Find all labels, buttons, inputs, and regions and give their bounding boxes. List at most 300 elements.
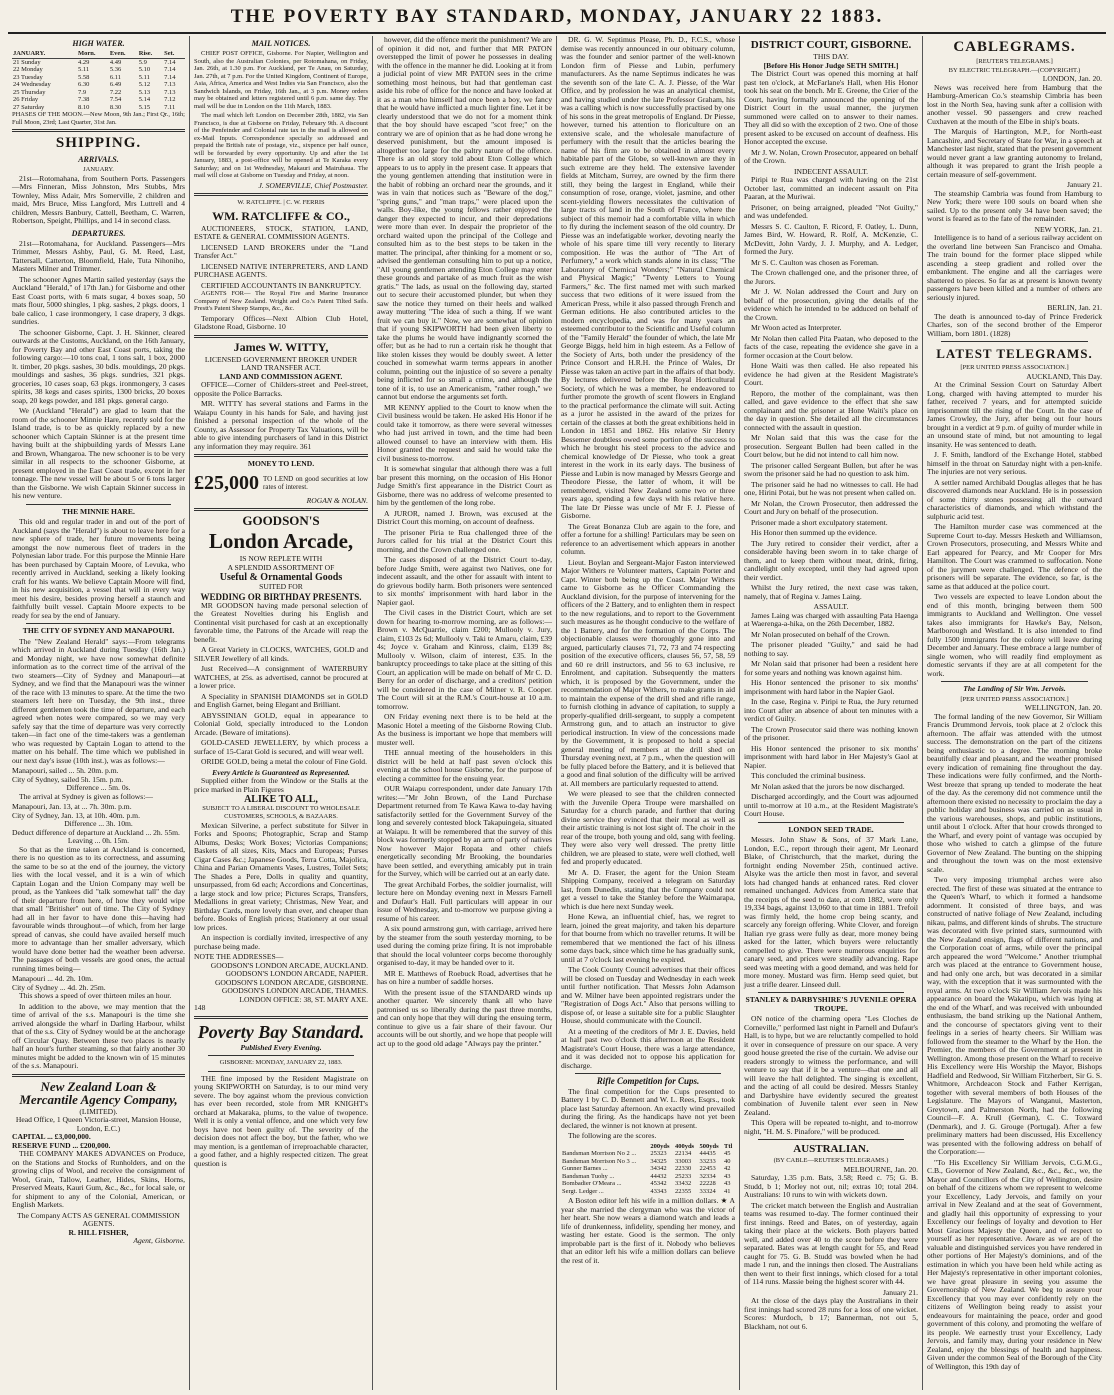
paragraph: A Boston editor left his wife in a million dollars. ★ A year she married the clergyman who was the victor of her heart. She now wears a diamond watch and leads a life of drunkenness, infidelity, spending her money, and wasting her estate. Good is the sermon. The only improbable part is the first of it. Nobody who believes that an editor left his wife a million dollars can believe the rest of it. <box>561 1196 735 1265</box>
ratcliffe-name: WM. RATCLIFFE & CO., <box>212 208 350 223</box>
cell: 5.58 <box>77 73 90 81</box>
table-row <box>561 1180 735 1188</box>
nzl-agent-place: Agent, Gisborne. <box>133 1236 185 1245</box>
shipping-heading: SHIPPING. <box>55 135 142 151</box>
court-text: His Honor sentenced the prisoner to six months' imprisonment with hard labor in the Napier Gaol. <box>744 678 918 696</box>
arcade-address: LONDON OFFICE: 38, ST. MARY AXE. <box>239 994 368 1004</box>
local-news: At a meeting of the creditors of Mr J. E. Davies, held at half past two o'clock this afternoon at the Resident Magistrate's Court House, there was a large attendance, and it was decided not to oppose his application for discharge. <box>561 1026 735 1070</box>
time-line: Difference ... 3h. 10m. <box>64 819 133 828</box>
cell: 22453 <box>699 1165 716 1172</box>
court-text: Prisoner, on being arraigned, pleaded "Not Guilty," and was undefended. <box>744 202 918 220</box>
table-row <box>12 74 185 82</box>
paragraph: The following are the scores. <box>568 1131 657 1140</box>
cell: 25323 <box>650 1150 667 1157</box>
arrivals-text: 21st—Rotomahana, from Southern Ports. Passengers—Mrs Finneran, Miss Johnston, Mrs Stubbs, Mrs Townley, Miss Adair, Mrs Somerville, 2 children and maid, Mrs Bruce, Miss Langford, Mrs Luttrell and 4 children, Messrs Banbury, Cattell, Beetham, C. Warren, Robertson, Speight, Phillips, and 14 in second class. <box>12 173 185 225</box>
cell: 7.9 <box>77 88 87 96</box>
cell: 33324 <box>699 1187 716 1195</box>
paragraph: This shows a speed of over thirteen miles an hour. <box>19 991 172 1000</box>
arcade-line: Useful & Ornamental Goods <box>219 572 343 583</box>
newspaper-title: THE POVERTY BAY STANDARD, MONDAY, JANUARY 22 1883. <box>230 6 884 27</box>
arcade-text: Mexican Silverine, a perfect substitute for Silver in Forks and Spoons; Photographic, Scrap and Stamp Albums, Desks; Work Boxes; Victorias Companions; Baskets of all sizes, Kits, Macs and Europeas; Purses Cigar Cases &c.; Japanese Goods, Terra Cotta, Majolica, China and Parian Ornaments Vases, Lustres, Toilet Sets; The Shades a Pere, Dolls in quality and quantity, unsurpassed, from 6d each; Accordions and Concertinas, a large stock and low price; Pictures Scraps, Transfers, Medallions in great variety; Christmas, New Year, and Birthday Cards, more lovely than ever, and cheaper than before. Books of English prices; Stationery at our usual low prices. <box>194 820 368 932</box>
paragraph: "To His Excellency Sir William Jervois, C.G.M.G., C.B., Governor of New Zealand, &c., &c., &c., we, the Mayor and Councillors of the City of Wellington, desire on behalf of the citizens whom we represent to welcome your Excellency, Lady Jervois, and family on your arrival in New Zealand and at the seat of Government, and gladly hail this opportunity of expressing to your Excellency our feelings of loyalty and devotion to Her Most Gracious Majesty the Queen, and of respect to yourself as her representative. Aware as we are of the valuable and distinguished services you have rendered in other portions of Her Majesty's dominions, and of the estimation in which you have been held while acting as Her Majesty's representative in other important colonies, we have great pleasure in seeing you assume the Governorship of New Zealand. We beg to assure your Excellency that you may ever confidently rely on the citizens of Wellington being ready to assist your endeavours for maintaining the peace, order and good government of this colony, and promoting the welfare of its people. We earnestly trust your Excellency, Lady Jervois, and family may, during your residence in New Zealand, enjoy the blessings of health and happiness. Given under the common Seal of the Borough of the City of Wellington, this 19th day of <box>927 1157 1102 1371</box>
cell: 4.29 <box>77 58 90 66</box>
nzl-head-office: Head Office, 1 Queen Victoria-street, Mansion House, London, E.C.) <box>15 1115 182 1133</box>
arcade-text: Just Received—A consignment of WATERBURY WATCHES, at 25s. as advertised, cannot be procured at a lower price. <box>194 664 368 690</box>
tide-col-rise: Rise. <box>138 50 163 58</box>
cell: 6.49 <box>109 81 122 88</box>
court-text: Mr Nolan asked that the jurors be now discharged. <box>751 781 905 791</box>
arcade-line: IS NOW REPLETE WITH <box>239 554 323 563</box>
divider <box>194 335 368 338</box>
cell: 6.11 <box>109 73 121 81</box>
cell: 44432 <box>650 1172 667 1180</box>
court-text: Messrs S. C. Caulton, F. Ricord, F. Oatley, L. Dunn, James Bird, W. Howard, R. Rolf, A. McKenzie, C. McDevitt, John Vardy, J. J. Murphy, and A. Ledger, formed the Jury. <box>744 221 918 256</box>
witty-line: LICENSED GOVERNMENT BROKER UNDER LAND TRANSFER ACT. <box>204 354 358 372</box>
arcade-line: A SPLENDID ASSORTMENT OF <box>227 562 335 572</box>
edition-date: GISBORNE: MONDAY, JANUARY 22, 1883. <box>219 1059 343 1066</box>
cell: 8.10 <box>77 103 90 111</box>
cell: 5.10 <box>138 66 151 73</box>
cell: 33233 <box>699 1157 716 1165</box>
arcade-text: SUBJECT TO A LIBERAL DISCOUNT TO WHOLESALE CUSTOMERS, SCHOOLS, & BAZAARS. <box>202 804 360 820</box>
court-heading: DISTRICT COURT, GISBORNE. <box>750 39 912 51</box>
paragraph: We (Auckland "Herald") are glad to learn that the room of the schooner Minnie Hare, recently sold for the Island trade, is to be as quickly replaced by a new schooner which Captain Skinner is at the present time having built at the shipbuilding yards of Messrs Lane and Brown, Whangaroa. The new schooner is to be very similar in all respects to the schooner Gisborne, at present employed in the East Coast trade, except in her tonnage. The new vessel will be about 5 or 6 tons larger than the Gisborne. We wish Captain Skinner success in his new venture. <box>12 406 185 500</box>
article-subheading: BY ELECTRIC TELEGRAPH.—(COPYRIGHT.) <box>948 66 1081 74</box>
court-text: Prisoner made a short exculpatory statement. <box>751 517 888 527</box>
cell <box>561 1143 649 1151</box>
cell: 5.14 <box>138 96 151 103</box>
paragraph: The Hamilton murder case was commenced at the Supreme Court to-day. Messrs Hesketh and Williamson, Crown Prosecutors, prosecuting, and Messrs White and Earl appeared for Pearcy, and Mr Cooper for Mrs Hamilton. The Court was crammed to suffocation. None of the jurymen were challenged. The defence of the prisoners will be separate. The evidence, so far, is the same as that adduced at the police court. <box>927 522 1102 591</box>
court-text: The prisoner pleaded "Guilty," and said he had nothing to say. <box>744 640 918 658</box>
local-news: DR. G. W. Septimus Please, Ph. D., F.C.S., whose demise was recently announced in our obituary column, was the founder and senior partner of the well-known London firm of Piesse and Lubin, perfumery manufacturers. As the name Septimus indicates he was the seventh son of the late C. A. J. Piesse, of the War Office, and by profession he was an analytical chemist, and having studied under the late Professor Graham, his was a calling which is now successfully practised by one of his sons in the great metropolis of England. Dr Piesse, however, turned his attention to floriculture on an extensive scale, and the wholesale manufacture of perfumery with the result that the articles bearing the name of his firm are to be obtained in almost every habitable part of the Globe, so well-known are they in such extreme are they held. The extensive lavender fields at Mitcham, Surrey, are owned by the firm there still, they being the largest in England, while their consumption of rose, orange, violet, jasmine, and other scent-yielding flowers necessitates the cultivation of large tracts of land in the South of France, where the subject of this memoir had a comfortable villa in which to fly during the inclement season of the old country. Dr Piesse was an indefatigable worker, devoting nearly the whole of his spare time till very recently to literary composition. He was the author of "The Art of Perfumery," a work which stands alone in its class; "The Laboratory of Chemical Wonders;" "Natural Chemical and Physical Magic;" "Twenty Letters to Young Farmers," &c. The first named met with such marked success that two editions of it were issued from the American Press, while it also passed through French and German editions. He also contributed articles to the modern encyclopedia, and was for many years an esteemed contributor to the Scientific and Useful column of the "Family Herald" the founder of which, the late Mr George Biggs, held him in high esteem. As a Fellow of the Society of Arts, both under the presidency of the Prince Consort and H.R.H. the Prince of Wales, Dr Piesse was taken an active part in the affairs of that body. By lectures delivered before the Royal Horticultural Society, of which he was a member, he endeavored to further promote the growth of scent flowers in England to the practical performance the climate will suit. Acting as a juror he assisted in the award of the prizes for certain of the classes at both the great exhibitions held in London in 1851 and 1862. His relative Sir Henry Bessemer doubtless owed some portion of the success to which he brought his steel process to the advice and chemical knowledge of Dr Piesse, who took a great interest in the work in its early days. The business of Piesse and Lubin is now managed by Messrs George and Theodore Piesse, the latter of whom, it will be remembered, visited New Zealand some two or three years ago, spending a few days with his relative here. The late Dr Piesse was uncle of Mr F. J. Piesse of Gisborne. <box>561 36 735 520</box>
court-subheading: THIS DAY. <box>813 52 849 61</box>
money-heading: MONEY TO LEND. <box>247 459 315 468</box>
dateline: MELBOURNE, Jan. 20. <box>843 1164 918 1174</box>
cell: 22228 <box>699 1180 716 1187</box>
court-text: This concluded the criminal business. <box>751 771 866 780</box>
cell: 200yds <box>650 1142 670 1150</box>
local-news: A six pound armstrong gun, with carriage, arrived here by the steamer from the south yesterday morning, to be used during the coming prize firing. It is not improbable that should the local volunteer corps become thoroughly organised to-day, it may be handed over to it. <box>377 924 552 967</box>
cell: 34325 <box>650 1157 667 1165</box>
london-arcade-title: London Arcade, <box>208 529 354 553</box>
divider <box>758 992 904 993</box>
table-row <box>561 1188 735 1196</box>
local-news: OUR Waiapu correspondent, under date January 17th writes:—"Mr John Brown, of the Land Purchase Department returned from Te Kawa Kawa to-day having satisfactorily settled for the Government Survey of the long and severely contested block Takapuingeia, situated at Waiapu. It will be remembered that the survey of this block was formerly stopped by an arm of party of natives Now however Major Ropata and other chiefs energetically seconding Mr Brooking, the boundaries have been settled, and everything amicably put in train for the Survey, which will be carried out at an early date. <box>377 784 552 878</box>
paragraph: The schooner Agnes Martin sailed yesterday (says the Auckland "Herald," of 17th Jan.) for Gisborne and other East Coast ports, with 6 mats sugar, 4 boxes soap, 50 mats flour, 5000 shingles, 1 pkg. sashes, 2 pkgs. doors, 1 bale calico, 1 case ironmongery, 1 case drapery, 3 dkgs. sundries. <box>12 274 185 326</box>
departures-heading: DEPARTURES. <box>71 228 126 238</box>
nzl-company-name: New Zealand Loan & Mercantile Agency Company, <box>19 1078 178 1107</box>
cell: 7.13 <box>164 88 176 96</box>
paragraph: J. F. Smith, landlord of the Exchange Hotel, stabbed himself in the throat on Saturday night with a pen-knife. The injuries are not very serious. <box>927 450 1102 476</box>
money-firm: ROGAN & NOLAN. <box>306 495 368 505</box>
article-heading: The Landing of Sir Wm. Jervois. <box>963 684 1066 693</box>
court-text: Mr Nolan then called Pita Paatan, who deposed to the facts of the case, repeating the evidence she gave in a former occasion at the Court below. <box>744 333 918 360</box>
cell: 21 Sunday <box>13 58 41 66</box>
cell: 40 <box>724 1157 731 1165</box>
editorial-text: however, did the offence merit the punishment? We are of opinion it did not, and further that MR PATON overstepped the limit of power he possesses in dealing with the offence in the manner he did. Looking at it from a judicial point of view MR PATON sees in the crime something most heinous, but had that gentleman cast aside his robe of office for the nonce and have looked at it as a man who himself had once been a boy, we fancy that he would have inflicted a much lighter fine. Let it be clearly understood that we do not for a moment think that the boy should have escaped "scot free;" on the contrary we are of opinion that as he had done wrong he deserved punishment, but the amount imposed is altogether too large for the paltry nature of the offence. There is an old story told about Eton College which appears to us to apply in the present case. It appears that the young gentlemen attending that institution were in the habit of robbing an orchard near the grounds, and it was in vain that notices such as "Beware of the dog," "spring guns," and "man traps," were placed upon the walls. Boy-like, the young fellows rather enjoyed the danger they expected to incur, and their depredations were more than ever. In despair the proprietor of the orchard waited upon the principal of the College and consulted him as to the best steps to be taken in the matter. The principal, after thinking for a moment or so, advised the gentleman consulting him to put up a notice, "All young gentlemen attending Eton College may enter these grounds and partake of as much fruit as the wish gratis." The lads, as usual on the following day, started out to secure their accustomed plunder, but when they saw the notice they turned on their heels and walked away muttering "The idea of such a thing. If we want fruit we can buy it." Now, we are somewhat of opinion that if young SKIPWORTH had been given liberty to take the plums he would have indignantly scorned the offer; but as he had to run a certain risk he thought that like stolen kisses they would be doubly sweet. A letter couched in somewhat warm terms appears in another column, pointing out the injustice of so severe a penalty being inflicted for so small a crime, and although the tone of it is, to use an Americanism, "rather rough," we cannot but endorse the arguments set forth. <box>377 36 552 401</box>
court-text: The Crown challenged one, and the prisoner three, of the Jurors. <box>744 268 918 286</box>
time-line: City of Sydney, Jan. 13, at 10h. 40m. p.m. <box>12 810 140 820</box>
table-row <box>561 1158 735 1166</box>
cell: 45342 <box>650 1180 667 1187</box>
cell: Gunner Barnes ... <box>562 1165 608 1172</box>
divider <box>26 623 171 624</box>
table-row <box>561 1173 735 1181</box>
cell: 500yds <box>699 1142 719 1150</box>
court-text: Mr Nolan said that prisoner had been a resident here for some years and nothing was known against him. <box>744 659 918 677</box>
paragraph: Two vessels are expected to leave London about the end of this month, bringing between them 500 immigrants to Auckland and Wellington. One vessel takes also immigrants for Hawke's Bay, Nelson, Marlborough and Westland. It is also intended to find fully 1500 immigrants for the colony will leave during December and January. These embrace a large number of single women, who will readily find employment as domestic servants if they are at all competent for the work. <box>927 592 1102 678</box>
court-text: Mr S. C. Caulton was chosen as Foreman. <box>751 257 879 267</box>
court-text: His Honor sentenced the prisoner to six months' imprisonment with hard labor in Her Majesty's Gaol at Napier. <box>744 743 918 770</box>
cell: 7.14 <box>164 73 176 81</box>
local-news: With the present issue of the STANDARD winds up another quarter. We sincerely thank all who have patronised us so liberally during the past three months, and can only hope that they will during the ensuing term, continue to give us a fair share of their favour. Our accounts will be out shortly, and we hope that people will act up to the good old adage "Always pay the printer." <box>377 987 552 1048</box>
divider <box>575 1073 721 1074</box>
cell: Bombadier O'Meara ... <box>562 1180 622 1187</box>
ratcliffe-line: Temporary Offices—Next Albion Club Hotel, Gladstone Road, Gisborne. 10 <box>194 313 368 331</box>
cell: 7.12 <box>164 96 176 103</box>
table-row <box>561 1165 735 1173</box>
published-line: Published Every Evening. <box>240 1042 322 1052</box>
masthead <box>8 4 1106 34</box>
cell: 7.11 <box>164 103 176 111</box>
article-heading: AUSTRALIAN. <box>793 1143 869 1155</box>
divider <box>208 1055 354 1056</box>
cell: 22 Monday <box>13 66 43 73</box>
departures-text: 21st—Rotomahana, for Auckland. Passengers—Mrs Trimmer, Messrs Ashby, Paul, G. M. Reed, Last, Tattersall, Catterton, Bloomfield, Hale, Tuta Nihoniho, Masters Milner and Trimmer. <box>12 238 185 273</box>
cell: 5.36 <box>109 66 122 73</box>
arcade-text: MR GOODSON having made personal selection of the Greatest Novelties during his English and Continental visit purchased for cash at an exceptionally favorable time, the Patrons of the Arcade will reap the benefit. <box>194 600 368 644</box>
paragraph: Two very imposing triumphal arches were also erected. The first of these was situated at the entrance to the Queen's Wharf, to which it formed a handsome adornment. It consisted of three bays, and was constructed of native foliage of New Zealand, including nikau, palms, and different kinds of shrubs. The structure was decorated with five printed stars, surmounted with the New Zealand ensign, flags of different nations, and the Corporation coat of arms, while over the principal arch appeared the word "Welcome." Another triumphal arch was placed at the entrance to Government house, and had only one arch, but was decorated in a similar way, with the exception that it was surmounted with the royal arms. At two o'clock Sir William Jervois made his appearance on board the Wakatipu, which was lying at the end of the Wharf, and was received with unbounded enthusiasm, the band striking up the National Anthem, and the concourse of spectators giving vent to their feelings in a series of hearty cheers. Sir William was followed from the steamer to the Wharf by the Hon. the Premier, the members of the Government at present in Wellington. Among those present on the Wharf to receive His Excellency were His Worship the Mayor, Bishops Hadfield and Redwood, Sir William Fitzherbert, Sir G. S. Whitmore, Archdeacon Stock and Father Kerrigan, together with several members of both Houses of the Legislature. The Mayors of Wanganui, Masterton, Greytown, and Palmerston North, had the following Council—F. A. Krull (German), C. C. Toxward (Denmark), and J. G. Grouge (Portugal). After a few preliminary matters had been discussed, His Excellency was presented with the following address on behalf of the Corporation:— <box>927 875 1102 1156</box>
court-text: The prisoner said he had no witnesses to call. He had one, Hirini Potai, but he was not present when called on. <box>744 479 918 497</box>
article-subheading: [REUTER'S TELEGRAMS.] <box>976 58 1053 65</box>
cell: 22330 <box>674 1165 692 1172</box>
paragraph: Saturday, 1.35 p.m. Bats, 3.58; Reed c. 75; G. B. Studd, b 1; Morley not out, nil; extras 10; total 204. Australians: 10 runs to win with wickets down. <box>744 1173 918 1199</box>
cell: 33432 <box>674 1180 692 1187</box>
nzl-reserve: RESERVE FUND ... £200,000. <box>12 1140 111 1150</box>
divider <box>194 193 368 196</box>
arcade-address: GOODSON'S LONDON ARCADE, GISBORNE. <box>214 977 368 987</box>
article-heading: Rifle Competition for Cups. <box>596 1076 700 1086</box>
local-news: It is somewhat singular that although there was a full bar present this morning, on the occasion of His Honor Judge Smith's first appearance in the District Court as Gisborne, there was no address of welcome presented to him by the gentlemen of the long robe. <box>377 464 552 507</box>
cell: 22355 <box>674 1187 692 1195</box>
cell: 43 <box>724 1172 731 1180</box>
nzl-agents: The Company ACTS AS GENERAL COMMISSION AGENTS. <box>17 1210 180 1228</box>
article-heading: STANLEY & DARBYSHIRE'S JUVENILE OPERA TROUPE. <box>745 995 917 1013</box>
divider <box>12 1074 185 1077</box>
ad-number: 148 <box>194 1003 206 1012</box>
ratcliffe-line: AGENTS FOR— The Royal Fire and Marine Insurance Company of New Zealand. Wright and Co.'s Patent Tilted Sails. Prestt's Patent Sheep Stamps, &c., &c. <box>194 290 368 312</box>
money-row <box>194 469 368 497</box>
cell: 7.13 <box>164 81 176 88</box>
cell: 5.13 <box>138 88 151 96</box>
tide-col-even: Even. <box>109 50 138 58</box>
cell: 24 Wednesday <box>13 81 51 88</box>
paragraph: The "New Zealand Herald" says:—From telegrams which arrived in Auckland during Tuesday (16th Jan.) and Monday night, we have now somewhat definite information as to the correct time of the arrival of the two steamers—City of Sydney and Manapouri—at Sydney, and we find that the Manapouri was the winner of the race with 13 minutes to spare. At the time the two steamers left here on Tuesday, the 9th inst., three different gentlemen took the time of departure, and each agreed when notes were compared, so we may very safely say that the time of departure was very correctly taken—in fact one of the time-takers was a gentleman who was requested by Captain Logan to attend to the matter on his behalf. The time which we published in our next day's issue (10th inst.), was as follows:— <box>12 636 185 765</box>
local-news: The Civil cases in the District Court, which are set down for hearing to-morrow morning, are as follows:—Brown v. McQuarrie, claim £200; Mullooly v. Jury, claim, £103 2s 6d; Mullooly v. Taki te Amaru, claim, £39 4s; Joyce v. Graham and Kinross, claim, £139 8s; Mullooly v. Wilson, claim of interest, £35. In the bankruptcy proceedings to take place at the sitting of this Court, an application will be made on behalf of Mr C. D. Berry for an order of discharge, and a creditors' petition will be considered in the case of Milner v. R. Cooper. The Court will sit at the R.M.'s Court-house at 10 a.m. tomorrow. <box>377 608 552 711</box>
nzl-limited: (LIMITED). <box>79 1106 118 1116</box>
court-text: Mr J. W. Nolan, Crown Prosecutor, appeared on behalf of the Crown. <box>744 147 918 165</box>
divider <box>194 454 368 457</box>
cell: 5.15 <box>138 103 151 111</box>
cablegrams-heading: CABLEGRAMS. <box>953 39 1076 55</box>
cell: 7.22 <box>109 88 122 96</box>
court-text: Mr Nolan said that this was the case for the prosecution. Sergeant Bullen had been called in the Court below, but he did not intend to call him now. <box>744 433 918 459</box>
ratcliffe-line: LICENSED LAND BROKERS under the "Land Transfer Act." <box>194 242 368 260</box>
column-1 <box>8 36 190 1390</box>
case-heading: INDECENT ASSAULT. <box>793 166 869 176</box>
cell: 43 <box>724 1180 731 1187</box>
mail-signature: J. SOMERVILLE, Chief Postmaster. <box>258 180 368 190</box>
divider <box>941 681 1088 682</box>
court-text: In the case, Regina v. Piripi te Rua, the Jury returned into Court after an absence of about ten minutes with a verdict of Guilty. <box>744 697 918 723</box>
money-terms: TO LEND on good securities at low rates of interest. <box>263 474 368 491</box>
cell: Bandsman Tuohy ... <box>562 1172 615 1180</box>
tide-table <box>12 50 185 111</box>
table-row <box>12 96 185 104</box>
article-heading: LONDON SEED TRADE. <box>788 824 874 834</box>
local-news: The Great Bonanza Club are again to the fore, and offer a fortune for a shilling! Particulars may be seen on reference to an advertisement which appears in another column. <box>561 521 735 556</box>
cell: 8.30 <box>109 103 122 111</box>
cell: 25 Thursday <box>13 88 46 96</box>
dateline: January 21. <box>882 1287 918 1297</box>
column-5 <box>740 36 923 1390</box>
cell: 32334 <box>699 1172 716 1180</box>
arcade-text: NOTE THE ADDRESSES— <box>194 952 284 961</box>
court-text: Reporo, the mother of the complainant, was then called, and gave evidence to the effect that she saw complainant and the prisoner at Hone Waiti's place on the day in question. She detailed all the circumstances connected with the assault in question. <box>744 388 918 432</box>
arcade-text: ORIDE GOLD, being a metal the colour of Fine Gold. <box>201 757 367 766</box>
cell: 26 Friday <box>13 96 39 103</box>
arcade-address: GOODSON'S LONDON ARCADE, AUCKLAND. <box>210 960 368 970</box>
mail-heading: MAIL NOTICES. <box>251 39 311 48</box>
court-text: The Crown Prosecutor said there was nothing known of the prisoner. <box>744 724 918 742</box>
tide-col-morn: Morn. <box>77 50 109 58</box>
paper-nameplate: Poverty Bay Standard. <box>197 1021 365 1042</box>
arrivals-month: JANUARY. <box>83 166 114 173</box>
paragraph: This old and regular trader in and out of the port of Auckland (says the "Herald") is about to leave here for a new sphere of trade, her future movements being amongst the now numerous fleet of traders in the Polynesian labor trade. For this purpose the Minnie Hare has been purchased by Captain Moore, of Levuka, who recently arrived in Auckland, seeking a likely looking craft for his wants. We believe Captain Moore will find, in his new acquisition, a vessel that will in every way meet his desire, besides proving herself a staunch and faithfully built vessel. Captain Moore expects to be ready for sea by the end of January. <box>12 517 185 620</box>
paragraph: The cricket match between the English and Australian teams was resumed to-day. The former continued their first innings. Reed and Bates, on of yesterday, again taking their place at the wickets. Both players batted well, and added over 40 to the score before they were separated. Bates was at length caught for 55, and Read caught for 75. G. B. Studd was bowled when he had made 1 run, and the innings then closed. The Australians then went to their first innings, which closed for a total of 114 runs. Massie being the highest scorer with 44. <box>744 1200 918 1286</box>
column-6 <box>923 36 1106 1390</box>
cell: 5.11 <box>77 66 90 73</box>
latest-heading: LATEST TELEGRAMS. <box>936 346 1093 361</box>
witty-line: MR. WITTY has several stations and Farms in the Waiapu County in his hands for Sale, and having just finished a personal inspection of the whole of the County, as Assessor for Property Tax Valuations, will be able to give intending purchasers of land in this District any information they may require. 361 <box>194 399 368 451</box>
columns <box>8 36 1106 1390</box>
paragraph: In addition to the above, we may mention that the time of arrival of the s.s. Manapouri is the time she arrived alongside the wharf in Darling Harbour, whilst that of the s.s. City of Sydney would be at the anchorage off Circular Quay. Between these two places is nearly half an hour's further steaming, so that fairly another 30 minutes might be added to the known win of 15 minutes of the s.s. Manapouri. <box>12 1001 185 1070</box>
cell: 5.9 <box>138 58 147 66</box>
court-text: Mr J. W. Nolan addressed the Court and Jury on behalf of the prosecution, giving the details of the evidence which he intended to be adduced on behalf of the Crown. <box>744 287 918 322</box>
paragraph: This Opera will be repeated to-night, and to-morrow night, "H. M. S. Pinafore," will be produced. <box>744 1118 918 1136</box>
mail-text-2: The mail which left London on December 28th, 1882, via San Francisco, is due at Gisborne on Friday, February 9th. A discount of the Penfeinder and Colonial rate tax in the mail is allowed on ex-Mail Inputs. Correspondence specially so addressed and prepaid the British rate of postage, viz., sixpence per half ounce, will be forwarded by every opportunity. Up and after the 1st January, 1883, a post-office will be opened at Te Karaka every Saturday; and on 1st Wednesday, Makauri and Mairuhaua. The mail will close at Gisborne on Tuesday and Friday, at noon. <box>194 112 368 179</box>
cell: 41 <box>724 1187 731 1195</box>
money-amount: £25,000 <box>194 471 259 494</box>
time-line: Leaving ... 0h. 15m. <box>67 836 130 845</box>
goodson-name: GOODSON'S <box>242 513 320 528</box>
court-text: His Honor then summed up the evidence. <box>751 528 877 537</box>
cell: Ttl <box>724 1142 733 1150</box>
dateline: WELLINGTON, Jan. 20. <box>1024 703 1102 712</box>
tide-heading: HIGH WATER. <box>72 39 125 48</box>
local-news: Lieut. Boylan and Sergeant-Major Faston interviewed Major Withers re Volunteer matters, Captain Porter and Capt. Winter both being up the Coast. Major Withers came to Gisborne as he Officer Commanding the Auckland division, for the purpose of intervening for the officers of the 2 Battery, and to enlighten them in respect to the new regulations, and to report to the Government such measures as he thought conducive to the welfare of the 1 Battery, and for the formation of the Corps. The objectionable clauses were thoroughly gone into and argued, particularly clauses 71, 72, 73 and 74 respecting position of the executive officers, clauses 56, 57, 58, 59 and 60 re drill instructors, and 56 to 63 inclusive, re Enrolment, and capitation. Subsequently the matters which, it is proposed by the Government, under the recommendation of Major Withers, to make grants in aid to maintain the expense of the drill shed and rifle range, to furnish clothing in advance of capitation, to supply a properly-qualified drill-sergeant, to supply a competent Armstrong gun, and to attach an instructor to give periodical instruction. In view of the concessions made by the Government, it is proposed to hold a special general meeting of members at the drill shed on Thursday evening next, at 7 p.m., when the question will be fully placed before the Battery, and it is believed that a good and final solution of the difficulty will be arrived at. All members are particularly requested to attend. <box>561 557 735 788</box>
arcade-line: SUITED FOR <box>259 582 303 591</box>
court-text: The prisoner called Sergeant Bullen, but after he was sworn the prisoner said he had no question to ask him. <box>744 460 918 478</box>
court-text: Mr Nolan, the Crown Prosecutor, then addressed the Court and Jury on behalf of the prosecution. <box>744 498 918 516</box>
cell: 6.30 <box>77 81 90 88</box>
arcade-address: GOODSON'S LONDON ARCADE, THAMES. <box>221 986 368 995</box>
cell: 25233 <box>674 1172 692 1180</box>
cell: 7.54 <box>109 96 122 103</box>
paragraph: THE COMPANY MAKES ADVANCES on Produce, on the Stations and Stocks of Runholders, and on the growing clips of Wool, and receive the consignment of Wool, Grain, Tallow, Leather, Hides, Skins, Horns, Preserved Meats, Kauri Gum, &c., &c., for local sale, or for shipment to any of the Colonial, American, or English Markets. <box>12 1149 185 1209</box>
article-heading: THE CITY OF SYDNEY AND MANAPOURI. <box>22 626 175 635</box>
cell: Bandsman Morrison No 3 ... <box>562 1157 637 1165</box>
cell: 7.14 <box>164 58 176 66</box>
local-news: The great Archibald Forbes, the soldier journalist, will lecture here on Monday evening next in Messrs Farnell and Dufaur's Hall. Full particulars will appear in our issue of Wednesday, and to-morrow we purpose giving a resume of his career. <box>377 879 552 923</box>
article-subheading: [PER UNITED PRESS ASSOCIATION.] <box>960 695 1069 703</box>
ratcliffe-names: W. RATCLIFFE. | C. W. FERRIS <box>237 199 325 206</box>
cell: Sergt. Ledger ... <box>562 1187 604 1195</box>
divider <box>208 1071 354 1072</box>
divider <box>194 508 368 511</box>
article-heading: THE MINNIE HARE. <box>62 506 135 516</box>
local-news: MR KENNY applied to the Court to know when the Civil business would be taken. He asked His Honor if he could take it tomorrow, as there were several witnesses who had just arrived in town, and the time had been allowed counsel to have an interview with them. His Honor granted the request and said he would take the civil business to-morrow. <box>377 402 552 463</box>
table-header-row <box>561 1143 735 1151</box>
local-news: A JUROR, named J. Brown, was excused at the District Court this morning, on account of deafness. <box>377 508 552 526</box>
court-text: The Jury retired to consider their verdict, after a considerable having been sworn in to take charge of them, and to keep them without meat, drink, firing, candlelight only excepted, until they had agreed upon their verdict. <box>744 538 918 582</box>
divider <box>26 504 171 505</box>
local-news: The cases disposed of at the District Court to-day, before Judge Smith, were against two Natives, one for indecent assault, and the other for assault with intent to do grievous bodily harm. Both prisoners were sentenced to six months' imprisonment with hard labor in the Napier gaol. <box>377 555 552 607</box>
court-text: Mr Woon acted as Interpreter. <box>751 323 842 332</box>
editorial-text: THE fine imposed by the Resident Magistrate on young SKIPWORTH on Saturday, is to our mind very severe. The boy against whom the previous conviction has ever been recorded, stole from MR KNIGHT's orchard at Makaraka, plums, to the value of twopence. Well it is only a venial offence, and one which very few boys have not been guilty of. The severity of the decision does not affect the boy, but the father, who we may mention, is a gentleman of irreproachable character, a good father, and a highly respected citizen. The great question is <box>194 1073 368 1168</box>
nzl-capital: CAPITAL ... £3,000,000. <box>12 1132 91 1141</box>
divider <box>194 1016 368 1019</box>
local-news: We were pleased to see that the children connected with the Juvenile Opera Troupe were marshalled on Saturday for a church parade, and further that during divine service they evinced that their moral as well as their artistic training is not lost sight of. The choir in the rear of the troupe, both young and old, sang with feeling. They were also very well dressed. The pretty little children, we are pleased to state, were well clothed, well fed and properly educated. <box>561 789 735 866</box>
arcade-text: Supplied either from the Window or the Stalls at the price marked in Plain Figures <box>194 776 368 794</box>
dateline: LONDON, Jan. 20. <box>1042 74 1102 83</box>
arcade-text: ABYSSINIAN GOLD, equal in appearance to Colonial Gold, specially introduced to the London Arcade. (Beware of imitations). <box>194 710 368 737</box>
rifle-scores-table <box>561 1143 735 1196</box>
local-news: The Cook County Council advertises that their offices will be closed on Tuesday and Wednesday in each week until further notification. That Messrs John Adamson and W. Milner have been appointed registrars under the "Registration of Dogs Act." Also that persons willing to dispose of, or lease a suitable site for a public Slaughter House, should communicate with the Council. <box>561 965 735 1025</box>
arcade-guarantee: Every Article is Guaranteed as Represented. <box>212 767 350 777</box>
paragraph: Messrs. John Shaw & Sons, of 37 Mark Lane, London, E.C., report through their agent, Mr Leonard Blake, of Christchurch, that the market, during the fortnight ending November 25th, continued active. Alsyke was the article then most in favor, and several lots had changed hands at enhanced rates. Red clover remained unchanged. Advices from America state that the receipts of the seed to date, at com 1882, were only 19,334 bags, against 13,060 to that time in 1881. Trefoil was firmly held, the home crop being scanty, and scarcely any foreign offering. White Clover, and foreign Italian rye grass were fully as dear, more money being asked for the latter, which buyers were reluctantly compelled to give. There were numerous enquiries for canary seed, and prices were steadily advancing. Rape seed was meeting with a good demand, and was held for more money. Mustard was firm. Hemp seed quiet, but just a trifle dearer. Linseed dull. <box>744 835 918 989</box>
cell: 42 <box>724 1165 731 1172</box>
dateline: BERLIN, Jan. 21. <box>1047 303 1102 312</box>
time-line: Manapouri ... 4d. 2h. 10m. <box>12 974 93 983</box>
time-line: Manapouri, sailed ... 5h. 20m. p.m. <box>12 766 119 775</box>
moon-phases: PHASES OF THE MOON.—New Moon, 9th Jan.; First Qr., 16th; Full Moon, 23rd; Last Quarter, 31st Jan. <box>12 111 185 126</box>
cell: 43343 <box>650 1187 667 1195</box>
ratcliffe-line: CERTIFIED ACCOUNTANTS IN BANKRUPTCY. <box>201 280 361 290</box>
divider <box>758 822 904 823</box>
column-3 <box>373 36 557 1390</box>
column-2 <box>190 36 373 1390</box>
mail-text: CHIEF POST OFFICE, Gisborne. For Napier, Wellington and South, also the Australian Colonies, per Rotomahana, on Friday, Jan. 26th, at 1.30 p.m. For Auckland, per Te Anau, on Saturday, Jan. 27th, at 7 p.m. For the United Kingdom, Continent of Europe, Asia, Africa, America and West Indies via San Francisco, also the Sandwich Islands, on Friday, 16th Jan., at 3 p.m. Money orders may be obtained and letters registered until 6 p.m. same day. The mail will be due in London on the 11th March, 1883. <box>194 50 368 110</box>
court-text: Whilst the Jury retired, the next case was taken, namely, that of Regina v. James Laing. <box>744 583 918 601</box>
tide-header-row <box>12 50 185 58</box>
table-row <box>12 104 185 112</box>
cell: 7.38 <box>77 96 90 103</box>
column-4 <box>557 36 740 1390</box>
paragraph: ON notice of the charming opera "Les Cloches de Corneville," performed last night in Parnell and Dufaur's Hall, is to hype, but we are reluctantly compelled to hold it over in consequence of pressure on our space. A very good house greeted the rise of the curtain. We advise our readers strongly to witness the performance, and will venture to say that if it be a venture—that one and all will leave the hall delighted. The singing is excellent, and the acting of all could be desired. Messrs Stanley and Darbyshire have evidently secured the greatest combination of Juvenile talent ever seen in New Zealand. <box>744 1014 918 1117</box>
paragraph: Intelligence is to hand of a serious railway accident on the overland line between San Francisco and Omaha. The train bound for the former place slipped while ascending a steep gradient and rolled over the embankment. The engine and all the carriages were shattered to pieces. So far as at present is known twenty passengers have been killed and a number of others are seriously injured. <box>927 233 1102 302</box>
article-subheading: (BY CABLE—REUTER'S TELEGRAMS.) <box>773 1157 889 1164</box>
tide-col-set: Set. <box>163 50 185 58</box>
paragraph: At the Criminal Session Court on Saturday Albert Long, charged with having attempted to murder his father, received 7 years, and for attempted suicide imprisonment till the rising of the Court. In the case of James Crowley, the Jury, after being out four hours brought in a verdict at 9 p.m. of guilty of murder while in an unsound state of mind, but not amounting to legal insanity. He was sentenced to death. <box>927 380 1102 449</box>
article-subheading: [PER UNITED PRESS ASSOCIATION.] <box>960 364 1069 371</box>
local-news: THE annual meeting of the householders in this district will be held at half past seven o'clock this evening at the school house Gisborne, for the purpose of electing a committee for the ensuing year. <box>377 748 552 783</box>
case-heading: ASSAULT. <box>813 602 849 611</box>
cell: 34342 <box>650 1165 667 1172</box>
ratcliffe-line: AUCTIONEERS, STOCK, STATION, LAND, ESTATE & GENERAL COMMISSION AGENTS. <box>194 223 368 241</box>
arcade-line: WEDDING OR BIRTHDAY PRESENTS. <box>200 591 362 602</box>
arcade-text: An inspection is cordially invited, irrespective of any purchase being made. <box>194 933 368 951</box>
cell: Bandsman Morrison No 2 ... <box>562 1150 637 1157</box>
cell: 27 Saturday <box>13 103 45 111</box>
cell: 4.49 <box>109 58 122 66</box>
witty-line: LAND AND COMMISSION AGENT. <box>219 371 343 381</box>
court-text: Discharged accordingly, and the Court was adjourned until to-morrow at 10 a.m., at the Resident Magistrate's Court House. <box>744 792 918 818</box>
time-line: City of Sydney, sailed 5h. 15m. p.m. <box>12 774 124 784</box>
cell: 45 <box>724 1150 731 1157</box>
cell: 400yds <box>674 1142 695 1150</box>
divider <box>12 129 185 132</box>
nzl-agent-name: R. HILL FISHER, <box>68 1227 129 1237</box>
time-line: City of Sydney ... 4d. 2h. 25m. <box>12 982 106 992</box>
paragraph: The formal landing of the new Governor, Sir William Francis Drummond Jervois, took place at 2 o'clock this afternoon. The affair was attended with the utmost success. The demonstration on the part of the citizens being enthusiastic to a degree. The morning broke beautifully clear and pleasant, and the weather promised every indication of remaining fine throughout the day. These indications were fully confirmed, and the North-West breeze that sprang up tended to moderate the heat of the day. As the ceremony did not commence until the afternoon there existed no necessity to proclaim the day a public holiday and business was carried on as usual in the various warehouses, shops, and public institutions, until about 1 o'clock. After that hour crowds thronged to the Wharf, and every point of vantage was occupied by those who wished to catch a glimpse of the future Governor of New Zealand. The bunting on the shipping and throughout the town was on the most extensive scale. <box>927 711 1102 874</box>
dateline: AUCKLAND, This Day. <box>1026 371 1102 381</box>
court-before: [Before His Honor Judge SETH SMITH.] <box>763 60 899 70</box>
ratcliffe-line: LICENSED NATIVE INTERPRETERS, AND LAND PURCHASE AGENTS. <box>194 261 368 279</box>
cell: 23 Tuesday <box>13 73 43 81</box>
local-news: The prisoner Piria te Rua challenged three of the Jurors called for his trial at the District Court this morning, and the Crown challenged one. <box>377 527 552 554</box>
witty-name: James W. WITTY, <box>233 339 329 354</box>
court-text: Hone Waiti was then called. He also repeated his evidence he had given at the Resident Magistrate's Court. <box>744 361 918 387</box>
paragraph: The death is announced to-day of Prince Frederick Charles, son of the second brother of the Emperor William, born 1801. (1828) <box>927 311 1102 338</box>
court-text: Piripi te Rua was charged with having on the 21st October last, committed an indecent assault on Pita Paaran, at the Muriwai. <box>744 175 918 201</box>
table-row <box>12 81 185 89</box>
paragraph: News was received here from Hamburg that the Hamburg-American Co.'s steamship Cimbria has been lost in the North Sea, having sunk after a collision with another vessel. 90 passengers and crew reached Cuxhaven at the mouth of the Elbe in ship's boats. <box>927 82 1102 126</box>
cell: 5.11 <box>138 73 150 81</box>
cell: 7.14 <box>164 66 176 73</box>
tide-col-month: JANUARY. <box>12 50 77 58</box>
local-news: Mr A. D. Fraser, the agent for the Union Steam Shipping Company, received a telegram on Saturday last, from Dunedin, stating that the Company could not get a vessel to take the Stanley before the Waimarapa, which is due here next Sunday week. <box>561 867 735 911</box>
local-news: Hone Kewa, an influential chief, has, we regret to learn, joined the great majority, and taken his departure for that bourne from which no traveller returns. It will be remembered that we mentioned the fact of his illness some days back, since which time he has gradually sunk, until at 7 o'clock last evening he expired. <box>561 912 735 964</box>
local-news: MR E. Matthews of Roebuck Road, advertises that he has on hire a number of saddle horses. <box>377 968 552 986</box>
paragraph: The steamship Cambria was found from Hamburg to New York; there were 100 souls on board when she sailed. Up to the present only 34 have been saved; the worst is feared as to the fate of the remainder. <box>927 188 1102 223</box>
paragraph: A settler named Archibald Douglas alleges that he has discovered diamonds near Auckland. He is in possession of some thirty stones possessing all the outward characteristics of diamonds, and which withstand the sulphuric acid test. <box>927 477 1102 521</box>
table-row <box>12 89 185 97</box>
dateline: NEW YORK, Jan. 21. <box>1034 224 1102 234</box>
arrivals-heading: ARRIVALS. <box>78 155 119 164</box>
cell: 5.12 <box>138 81 151 88</box>
local-news: ON Friday evening next there is to be held at the Masonic Hotel a meeting of the Gisborne Rowing Club. As the business is important we hope that members will muster well. <box>377 712 552 747</box>
court-text: Mr Nolan prosecuted on behalf of the Crown. <box>751 629 890 639</box>
arcade-address: GOODSON'S LONDON ARCADE, NAPIER. <box>225 969 368 978</box>
table-row <box>12 58 185 66</box>
arcade-text: GOLD-CASED JEWELLERY, by which process a surface of 15-Carat Gold is secured, and will wear well. <box>194 738 368 756</box>
arcade-text: A Great Variety in CLOCKS, WATCHES, GOLD and SILVER Jewellery of all kinds. <box>194 645 368 663</box>
paragraph: The schooner Gisborne, Capt. J. H. Skinner, cleared outwards at the Customs, Auckland, on the 16th January, for Poverty Bay and other East Coast ports, taking the following cargo:—10 tons coal, 1 tons salt, 1 box, 2000 lt. timber, 20 pkgs. sashes, 30 bdls. mouldings, 20 pkgs. mouldings and sashes, 36 pkgs. sundries, 321 pkgs. groceries, 10 cases soap, 63 pkgs. ironmongery, 3 cases spirits, 38 kegs and cases spirits, 1300 bricks, 20 boxes soap, 20 kegs powder, and 181 pkgs. general cargo. <box>12 327 185 405</box>
court-text: James Laing was charged with assaulting Pata Haenga at Waerenga-a-hika, on the 26th December, 1882. <box>744 610 918 628</box>
time-line: Manapouri, Jan. 13, at ... 7h. 30m. p.m. <box>12 802 132 811</box>
paragraph: The arrival at Sydney is given as follows:— <box>19 791 153 801</box>
table-row <box>12 66 185 74</box>
time-line: Deduct difference of departure at Auckland ... 2h. 55m. <box>12 827 180 837</box>
paragraph: So that as the time taken at Auckland is concerned, there is no question as to its correctness, and assuming the same to be so at the end of the journey, the victory lies with the local vessel, and it is a win of which Captain Logan and the Union Company may well be proud, as the Yankees did "talk somewhat tall" the day of their departure from here, of how they would wipe that small "Britisher" out of time. The City of Sydney had all in her favor to have done this—having had favourable winds throughout—of which, from her large spread of canvas, she could have availed herself much more to advantage than her smaller adversary, which would have done better had the weather been adverse. The passages of both vessels are good ones, the actual running times being— <box>12 844 185 973</box>
witty-line: OFFICE—Corner of Childers-street and Peel-street, opposite the Police Barracks. <box>194 380 368 398</box>
paragraph: At the close of the days play the Australians in their first innings had scored 28 runs for a loss of one wicket. Scores: Murdoch, b 17; Bannerman, not out 5, Blackham, not out 6. <box>744 1296 918 1331</box>
paragraph: The final competition for the Cups presented to Battery 1 by C. D. Bennett and W. L. Rees, Esqrs., took place last Saturday afternoon. An exactly wind prevailed during the firing. As the handicaps have not yet been declared, the winner is not known at present. <box>561 1086 735 1130</box>
time-line: Difference ... 5m. 0s. <box>66 783 131 792</box>
court-text: The District Court was opened this morning at half past ten o'clock, at McFarlane's Hall, when His Honor took his seat on the bench. Mr E. Greene, the Crier of the Court, having formally announced the opening of the District Court in the usual manner, the jurymen summoned were called on to answer to their names. They all did so with the exception of 2 two. One of those present asked to be excused on account of deafness. His Honor accepted the excuse. <box>744 69 918 146</box>
divider <box>758 1139 904 1140</box>
